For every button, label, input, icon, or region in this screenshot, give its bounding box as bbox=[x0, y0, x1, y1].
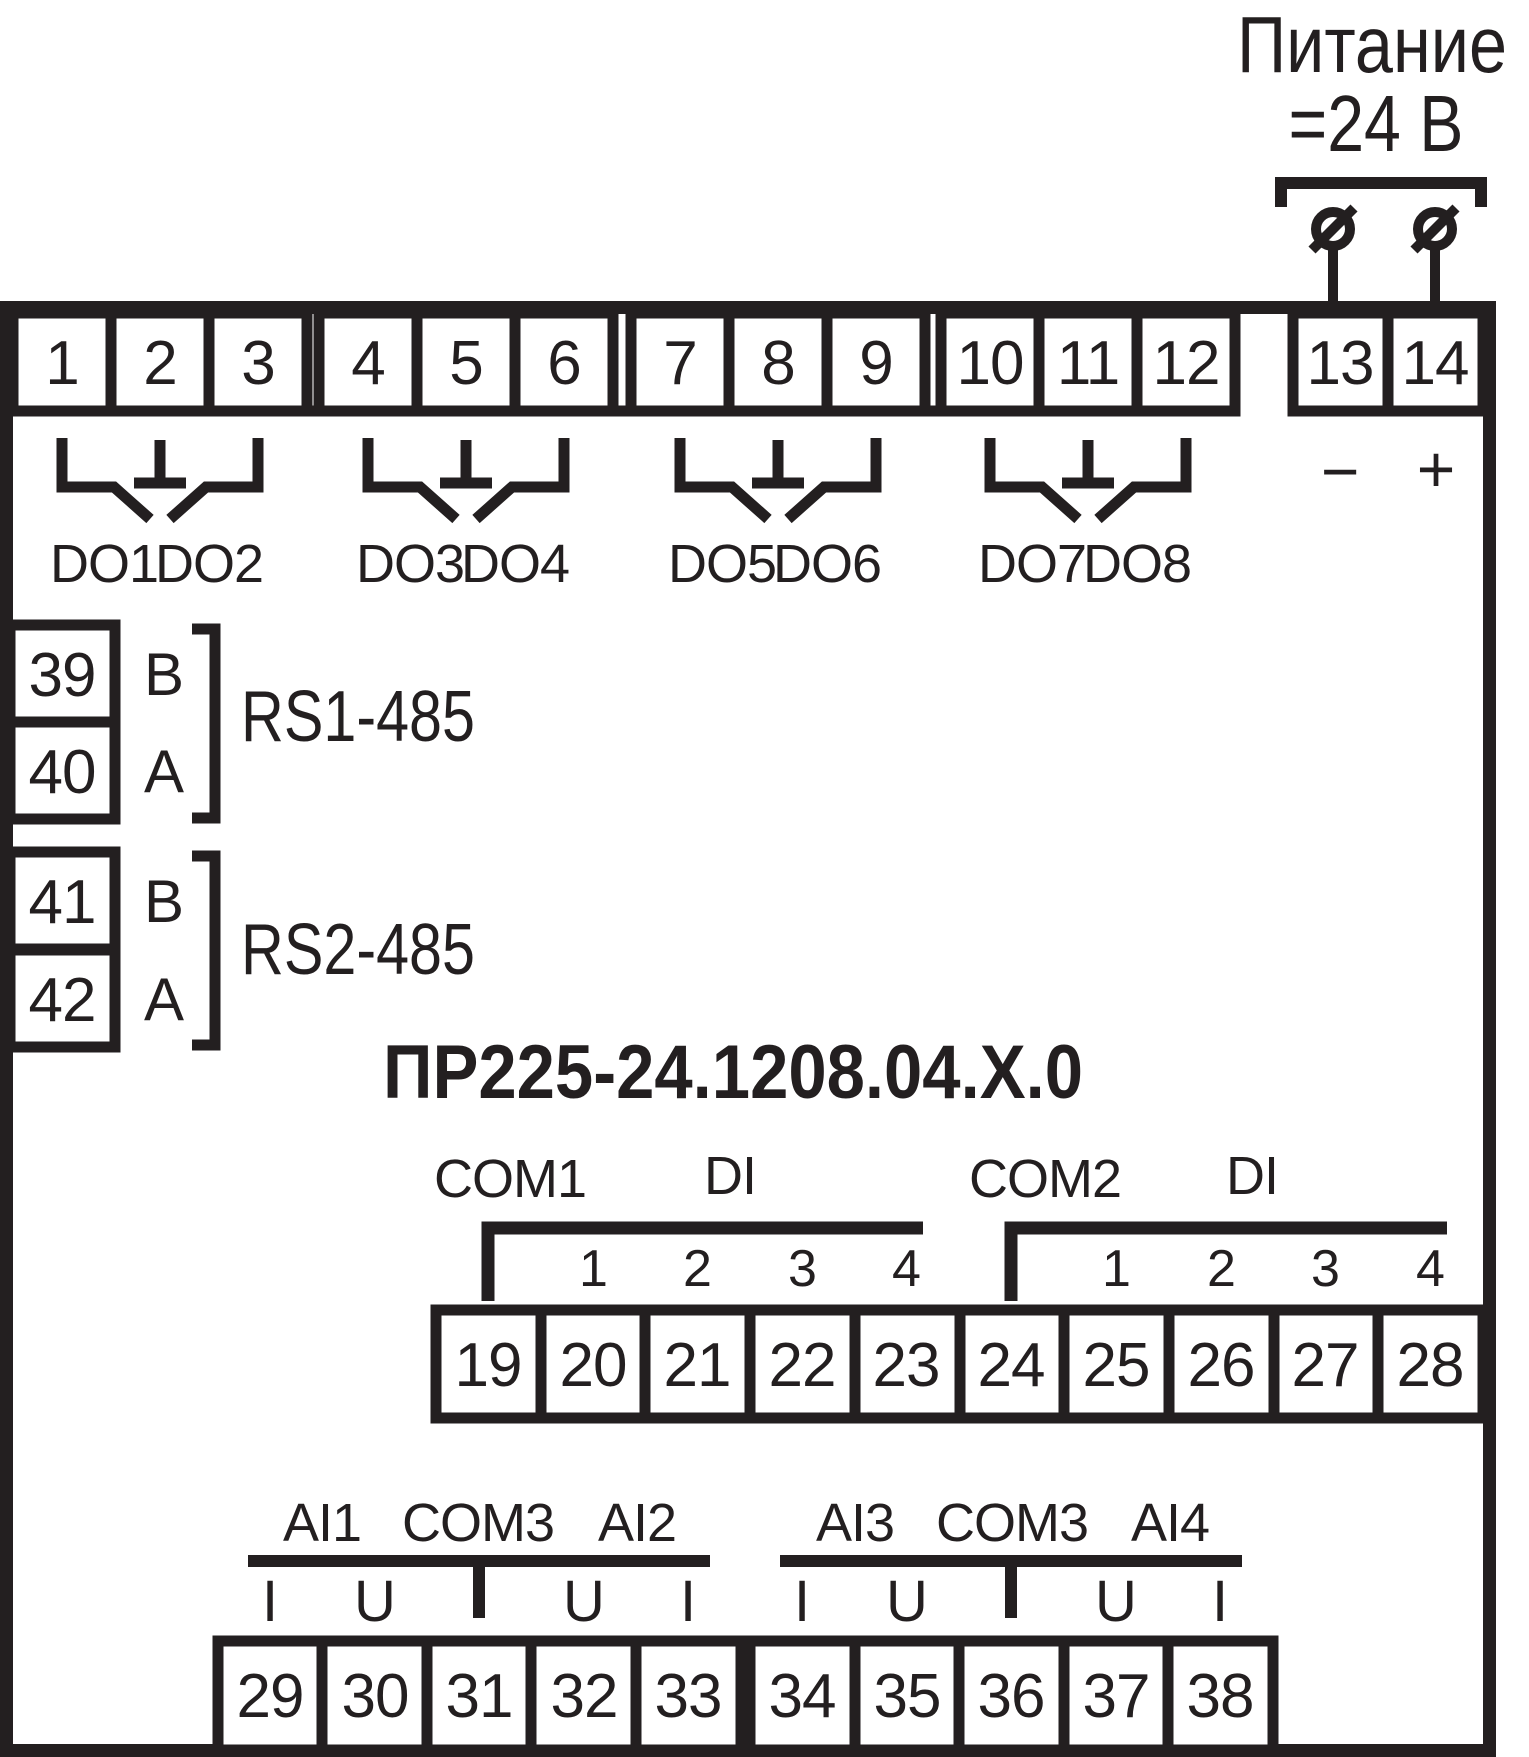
do-label-6: DO6 bbox=[772, 534, 882, 594]
terminal-label-33: 33 bbox=[654, 1662, 722, 1731]
relay-contact-symbol-do3-do4 bbox=[368, 438, 564, 519]
ai1-label: AI1 bbox=[282, 1493, 362, 1553]
terminal-label-12: 12 bbox=[1152, 329, 1220, 398]
terminal-label-13: 13 bbox=[1306, 329, 1374, 398]
do-label-7: DO7 bbox=[977, 534, 1087, 594]
terminal-label-6: 6 bbox=[547, 329, 581, 398]
do-label-5: DO5 bbox=[667, 534, 777, 594]
rs2-label: RS2-485 bbox=[241, 910, 475, 990]
terminal-label-5: 5 bbox=[449, 329, 483, 398]
power-plus-sign: + bbox=[1416, 432, 1456, 506]
relay-contact-symbol-do7-do8 bbox=[990, 438, 1186, 519]
terminal-label-38: 38 bbox=[1186, 1662, 1254, 1731]
device-outline bbox=[7, 308, 1490, 1751]
power-minus-sign: − bbox=[1320, 434, 1360, 508]
terminal-label-7: 7 bbox=[663, 329, 697, 398]
rs2-pin-a: A bbox=[143, 966, 185, 1033]
terminal-label-14: 14 bbox=[1401, 329, 1469, 398]
rs1-pin-a: A bbox=[143, 738, 185, 805]
di1-number-1: 1 bbox=[579, 1240, 607, 1298]
terminal-label-4: 4 bbox=[351, 329, 385, 398]
ai4-pin-i: I bbox=[1211, 1569, 1229, 1634]
com2-label: COM2 bbox=[968, 1149, 1122, 1209]
ai3-label: AI3 bbox=[815, 1493, 895, 1553]
ai4-label: AI4 bbox=[1130, 1493, 1210, 1553]
di1-number-4: 4 bbox=[892, 1240, 920, 1298]
terminal-label-41: 41 bbox=[28, 868, 96, 937]
di1-number-3: 3 bbox=[788, 1240, 816, 1298]
ai1-pin-i: I bbox=[261, 1569, 279, 1634]
terminal-label-32: 32 bbox=[550, 1662, 618, 1731]
com3-label-2: COM3 bbox=[935, 1493, 1089, 1553]
do-label-2: DO2 bbox=[154, 534, 264, 594]
ai3-pin-u: U bbox=[886, 1569, 928, 1634]
device-model-title: ПР225-24.1208.04.X.0 bbox=[383, 1030, 1083, 1115]
di1-number-2: 2 bbox=[683, 1240, 711, 1298]
di-bus-label-2: DI bbox=[1226, 1146, 1278, 1206]
di-bus-label-1: DI bbox=[704, 1146, 756, 1206]
terminal-label-27: 27 bbox=[1291, 1331, 1359, 1400]
terminal-label-26: 26 bbox=[1187, 1331, 1255, 1400]
rs1-bracket bbox=[192, 629, 215, 818]
ai2-label: AI2 bbox=[597, 1493, 677, 1553]
rs2-bracket bbox=[192, 856, 215, 1045]
relay-pole bbox=[752, 440, 804, 483]
rs1-pin-b: B bbox=[143, 641, 185, 708]
terminal-label-29: 29 bbox=[236, 1662, 304, 1731]
terminal-label-35: 35 bbox=[873, 1662, 941, 1731]
ai1-pin-u: U bbox=[354, 1569, 396, 1634]
power-bracket bbox=[1281, 183, 1481, 207]
terminal-label-1: 1 bbox=[45, 329, 79, 398]
terminal-label-34: 34 bbox=[768, 1662, 836, 1731]
terminal-label-31: 31 bbox=[445, 1662, 513, 1731]
terminal-label-42: 42 bbox=[28, 966, 96, 1035]
ai2-pin-i: I bbox=[679, 1569, 697, 1634]
ai2-pin-u: U bbox=[563, 1569, 605, 1634]
terminal-label-30: 30 bbox=[341, 1662, 409, 1731]
ai3-pin-i: I bbox=[793, 1569, 811, 1634]
rs1-label: RS1-485 bbox=[241, 677, 475, 757]
terminal-label-36: 36 bbox=[977, 1662, 1045, 1731]
terminal-label-24: 24 bbox=[977, 1331, 1045, 1400]
di2-number-3: 3 bbox=[1311, 1240, 1339, 1298]
terminal-label-20: 20 bbox=[559, 1331, 627, 1400]
terminal-label-9: 9 bbox=[859, 329, 893, 398]
relay-pole bbox=[134, 440, 186, 483]
do-label-8: DO8 bbox=[1082, 534, 1192, 594]
terminal-label-2: 2 bbox=[143, 329, 177, 398]
power-title: Питание bbox=[1237, 0, 1507, 89]
com1-label: COM1 bbox=[433, 1149, 587, 1209]
ai-bracket-1 bbox=[248, 1561, 710, 1618]
relay-pole bbox=[1062, 440, 1114, 483]
com3-label-1: COM3 bbox=[401, 1493, 555, 1553]
terminal-label-3: 3 bbox=[241, 329, 275, 398]
di2-number-2: 2 bbox=[1207, 1240, 1235, 1298]
terminal-label-8: 8 bbox=[761, 329, 795, 398]
terminal-label-40: 40 bbox=[28, 738, 96, 807]
ai-bracket-2 bbox=[780, 1561, 1242, 1618]
do-label-1: DO1 bbox=[49, 534, 159, 594]
terminal-label-11: 11 bbox=[1056, 329, 1120, 398]
relay-contact-symbol-do5-do6 bbox=[680, 438, 876, 519]
rs2-pin-b: B bbox=[143, 868, 185, 935]
terminal-label-21: 21 bbox=[663, 1331, 731, 1400]
power-voltage-label: =24 В bbox=[1288, 79, 1464, 168]
relay-pole bbox=[440, 440, 492, 483]
terminal-label-28: 28 bbox=[1396, 1331, 1464, 1400]
relay-contact-symbol-do1-do2 bbox=[62, 438, 258, 519]
terminal-label-19: 19 bbox=[454, 1331, 522, 1400]
terminal-label-23: 23 bbox=[872, 1331, 940, 1400]
terminal-label-25: 25 bbox=[1082, 1331, 1150, 1400]
terminal-label-10: 10 bbox=[956, 329, 1024, 398]
di2-number-1: 1 bbox=[1102, 1240, 1130, 1298]
terminal-label-22: 22 bbox=[768, 1331, 836, 1400]
terminal-label-39: 39 bbox=[28, 641, 96, 710]
do-label-3: DO3 bbox=[355, 534, 465, 594]
di2-number-4: 4 bbox=[1416, 1240, 1444, 1298]
ai4-pin-u: U bbox=[1095, 1569, 1137, 1634]
terminal-label-37: 37 bbox=[1082, 1662, 1150, 1731]
do-label-4: DO4 bbox=[460, 534, 570, 594]
